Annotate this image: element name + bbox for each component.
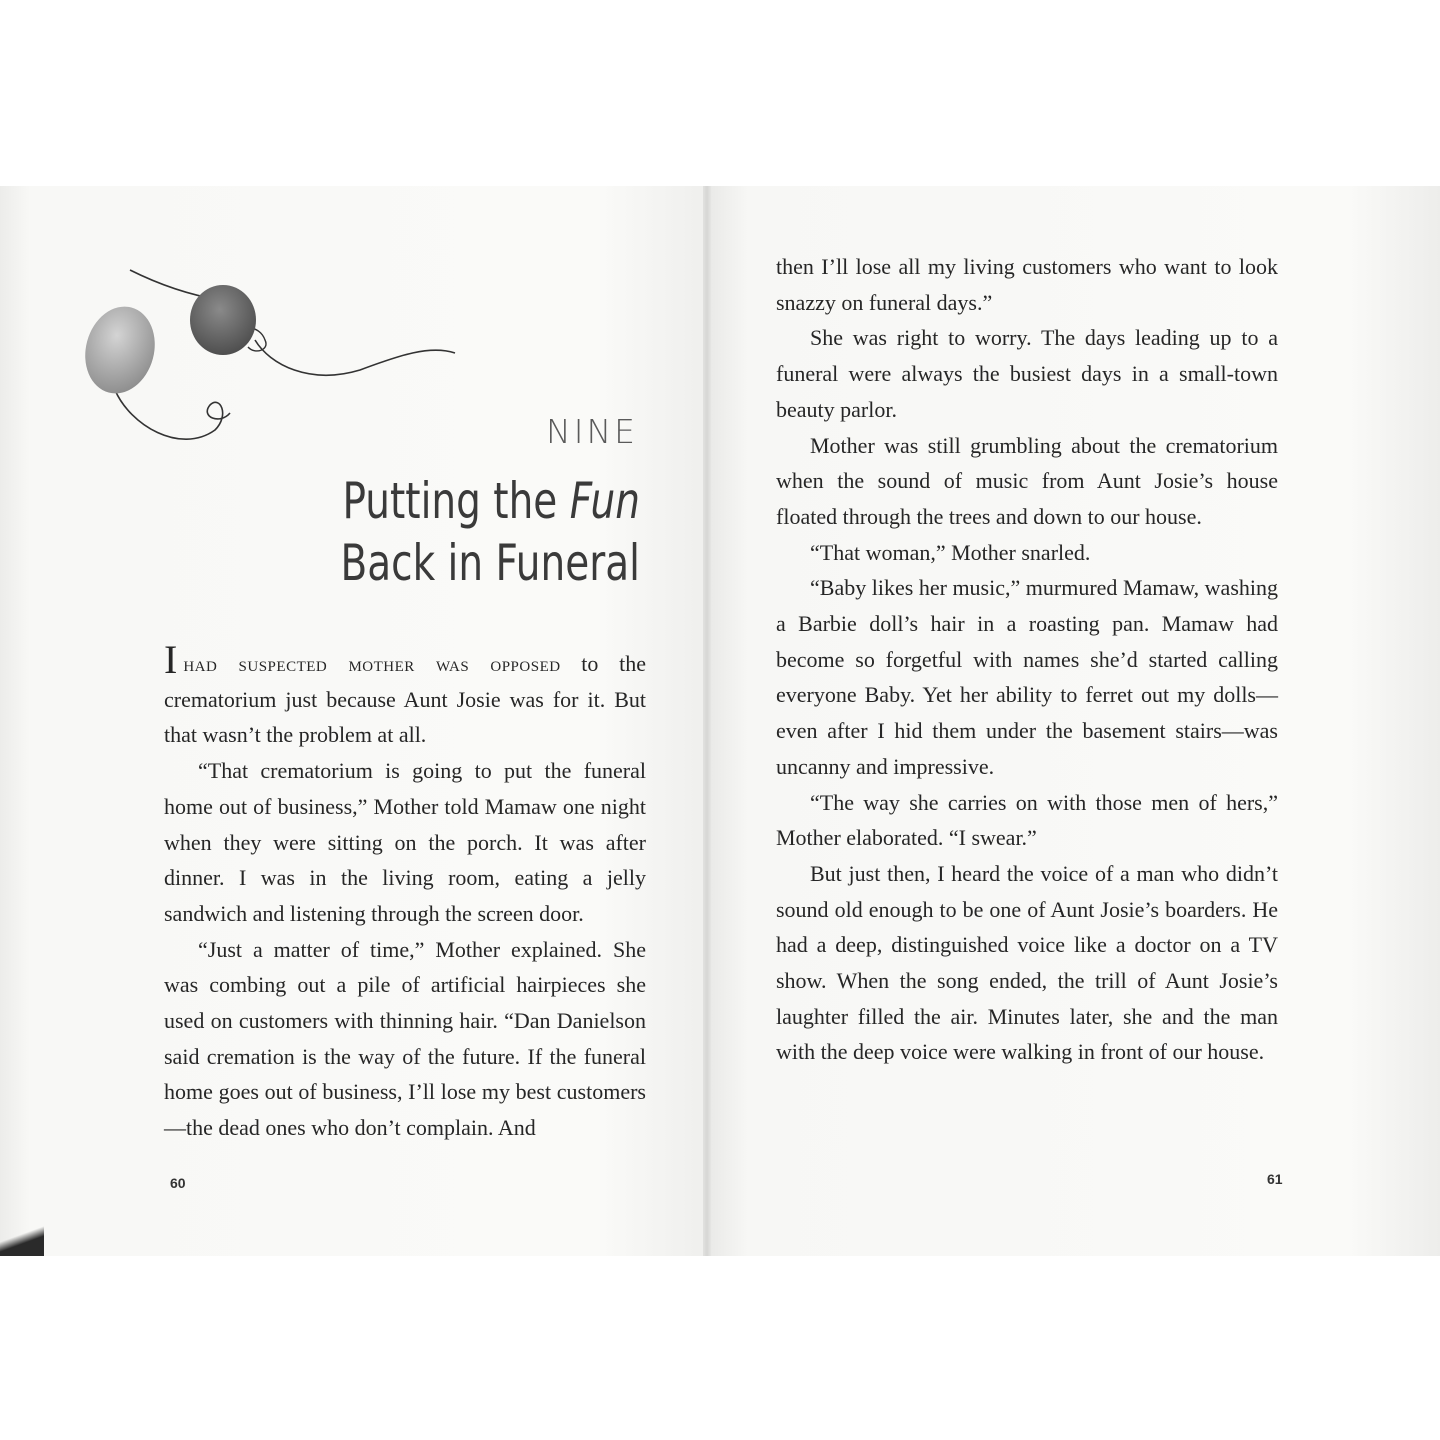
right-page-body xyxy=(776,249,1278,1070)
page-edge-shadow xyxy=(0,1222,44,1256)
drop-cap: I xyxy=(164,637,178,682)
chapter-number: NINE xyxy=(546,412,638,451)
chapter-title-part: Back in Funeral xyxy=(340,534,640,592)
opening-paragraph xyxy=(164,637,646,753)
paragraph: “The way she carries on with those men of hers,” Mother elaborated. “I swear.” xyxy=(776,789,1278,851)
paragraph: “Just a matter of time,” Mother explained. She was combing out a pile of artificial hairpieces she used on customers with thinning hair. “Dan Danielson said cremation is the way of the future. If the funeral home goes out of business, I’ll lose my best customers—the dead ones who don’t complain. And xyxy=(164,936,646,1141)
chapter-title-emphasis: Fun xyxy=(569,472,640,530)
paragraph: Mother was still grumbling about the crematorium when the sound of music from Aunt Josie’s house floated through the trees and down to our house. xyxy=(776,432,1278,529)
opening-text: to the crematorium just because Aunt Josie was for it. But that wasn’t the problem at all. xyxy=(164,651,646,748)
paragraph: “That woman,” Mother snarled. xyxy=(810,539,1091,565)
opening-small-caps: had suspected mother was opposed xyxy=(183,651,561,676)
left-page-body xyxy=(164,637,646,1146)
paragraph: then I’ll lose all my living customers who want to look snazzy on funeral days.” xyxy=(776,254,1278,315)
balloons-icon xyxy=(70,255,470,455)
book-gutter xyxy=(703,186,711,1256)
page-number-right: 61 xyxy=(1267,1171,1283,1187)
page-number-left: 60 xyxy=(170,1175,186,1191)
paragraph: She was right to worry. The days leading up to a funeral were always the busiest days in a small-town beauty parlor. xyxy=(776,325,1278,422)
chapter-title xyxy=(281,470,640,594)
chapter-title-part: Putting the xyxy=(342,472,570,530)
paragraph: But just then, I heard the voice of a man who didn’t sound old enough to be one of Aunt Josie’s boarders. He had a deep, distinguished voice like a doctor on a TV show. When the song ended, the trill of Aunt Josie’s laughter filled the air. Minutes later, she and the man with the deep voice were walking in front of our house. xyxy=(776,860,1278,1065)
paragraph: “That crematorium is going to put the funeral home out of business,” Mother told Mamaw one night when they were sitting on the porch. It was after dinner. I was in the living room, eating a jelly sandwich and listening through the screen door. xyxy=(164,758,646,926)
paragraph: “Baby likes her music,” murmured Mamaw, washing a Barbie doll’s hair in a roasting pan. Mamaw had become so forgetful with names she’d started calling everyone Baby. Yet her ability to ferret out my dolls—even after I hid them under the basement stairs—was uncanny and impressive. xyxy=(776,575,1278,779)
